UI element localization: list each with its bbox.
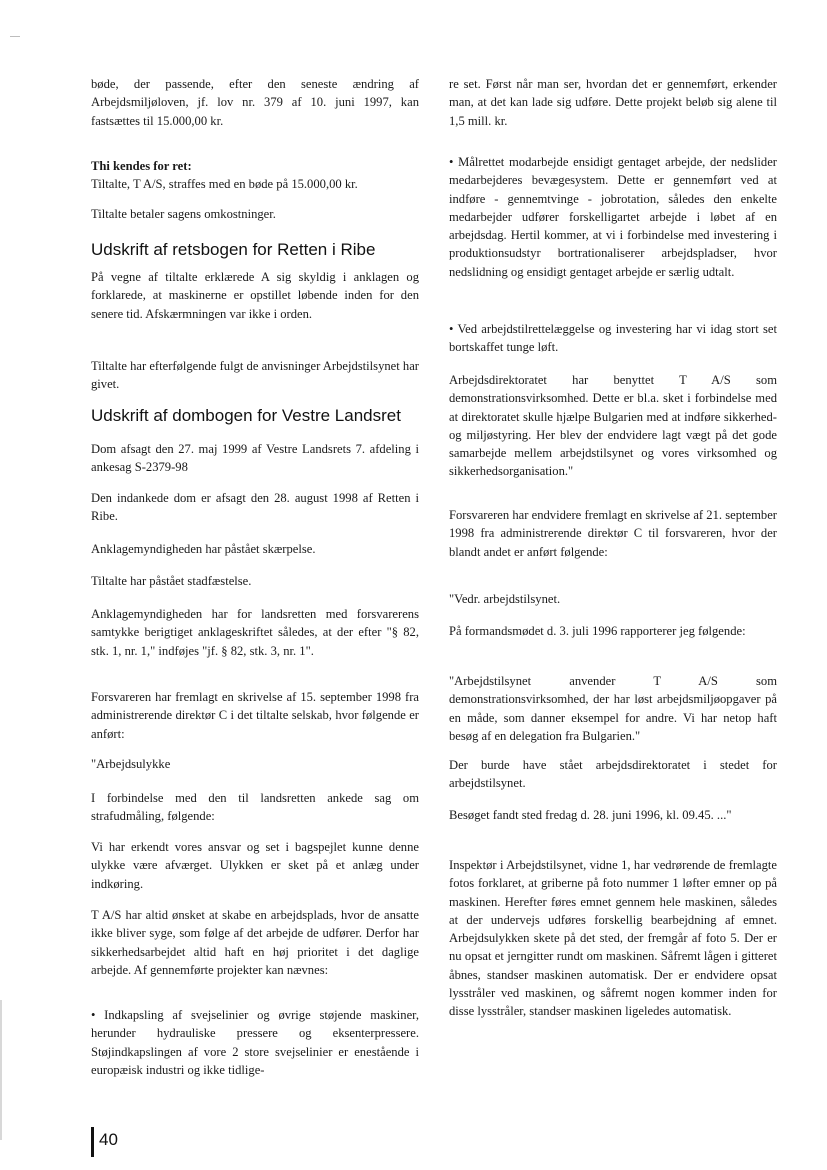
page-number: 40 [99,1130,118,1149]
paragraph: Tiltalte har påstået stadfæstelse. [91,574,252,588]
paragraph: "Vedr. arbejdstilsynet. [449,592,561,606]
section-heading: Udskrift af retsbogen for Retten i Ribe [91,240,376,259]
paragraph: Vi har erkendt vores ansvar og set i bagspejlet kunne denne ulykke være afværget. Ulykken er sket på et anlæg under indkøring. [91,840,419,891]
paragraph: I forbindelse med den til landsretten ankede sag om strafudmåling, følgende: [91,791,419,824]
paragraph: bøde, der passende, efter den seneste ændring af Arbejdsmiljøloven, jf. lov nr. 379 af 10. juni 1997, kan fastsættes til 15.000,00 kr. [91,77,419,128]
paragraph: "Arbejdstilsynet anvender T A/S som demonstrationsvirksomhed, der har løst arbejdsmiljøopgaver på en måde, som danner eksempel for andre. Vi har netop haft besøg af en delegation fra Bulgarien." [449,674,777,743]
paragraph: Anklagemyndigheden har påstået skærpelse. [91,542,316,556]
paragraph: • Målrettet modarbejde ensidigt gentaget arbejde, der nedslider medarbejderes bevægesystem. Dette er gennemført ved at indføre - gennemtvinge - jobrotation, således den enkelte medarbejder udfører forskelligartet arbejde i løbet af en arbejdsdag. Hertil kommer, at vi i forbindelse med investering i produktionsudstyr bortrationaliserer arbejdspladser, hvor nedslidning og ensidigt gentaget arbejde er særlig udtalt. [449,155,777,279]
paragraph: Inspektør i Arbejdstilsynet, vidne 1, har vedrørende de fremlagte fotos forklaret, at griberne på foto nummer 1 løfter emner op på maskinen. Herefter føres emnet gennem hele maskinen, således at der undervejs udføres forskellig bearbejdning af emnet. Arbejdsulykken skete på det sted, der fremgår af foto 5. Der er nu opsat et jerngitter rundt om maskinen. Såfremt lågen i gitteret åbnes, standser maskinen automatisk. Der er endvidere opsat lysstråler ved maskinen, og såfremt nogen kommer inden for disse lysstråler, standser maskinen ligeledes automatisk. [449,858,777,1019]
paragraph: Den indankede dom er afsagt den 28. august 1998 af Retten i Ribe. [91,491,419,524]
paragraph: Forsvareren har endvidere fremlagt en skrivelse af 21. september 1998 fra administrerende direktør C til forsvareren, hvor der blandt andet er anført følgende: [449,508,777,559]
paragraph: re set. Først når man ser, hvordan det er gennemført, erkender man, at det kan lade sig udføre. Dette projekt beløb sig alene til 1,5 mill. kr. [449,77,777,128]
scan-mark [10,36,20,37]
paragraph: T A/S har altid ønsket at skabe en arbejdsplads, hvor de ansatte ikke bliver syge, som følge af det arbejde de udfører. Derfor har sikkerhedsarbejdet altid haft en høj prioritet i det daglige arbejde. Af gennemførte projekter kan nævnes: [91,908,419,977]
paragraph: Besøget fandt sted fredag d. 28. juni 1996, kl. 09.45. ..." [449,808,732,822]
scan-edge [0,1000,2,1140]
section-heading: Udskrift af dombogen for Vestre Landsret [91,406,401,425]
verdict-text: Tiltalte, T A/S, straffes med en bøde på 15.000,00 kr. [91,177,358,192]
paragraph: Arbejdsdirektoratet har benyttet T A/S som demonstrationsvirksomhed. Dette er bl.a. sket i forbindelse med at direktoratet skulle hjælpe Bulgarien med at indføre sikkerhed- og miljøstyring. Her blev der endvidere lagt vægt på det gode samarbejde mellem arbejdstilsynet og vores virksomhed og sikkerhedsorganisation." [449,373,777,479]
paragraph: Dom afsagt den 27. maj 1999 af Vestre Landsrets 7. afdeling i ankesag S-2379-98 [91,442,419,475]
paragraph: På formandsmødet d. 3. juli 1996 rapporterer jeg følgende: [449,624,746,638]
verdict-block [91,157,419,194]
paragraph: På vegne af tiltalte erklærede A sig skyldig i anklagen og forklarede, at maskinerne er opstillet løbende inden for den senere tid. Afskærmningen var ikke i orden. [91,270,419,321]
paragraph: "Arbejdsulykke [91,757,171,771]
paragraph: Tiltalte har efterfølgende fulgt de anvisninger Arbejdstilsynet har givet. [91,359,419,392]
paragraph: Anklagemyndigheden har for landsretten med forsvarerens samtykke berigtiget anklageskriftet således, at der efter "§ 82, stk. 1, nr. 1," indføjes "jf. § 82, stk. 3, nr. 1". [91,607,419,658]
paragraph: Forsvareren har fremlagt en skrivelse af 15. september 1998 fra administrerende direktør C i det tiltalte selskab, hvor følgende er anført: [91,690,419,741]
page-number-rule [91,1127,94,1157]
paragraph: Tiltalte betaler sagens omkostninger. [91,207,276,221]
paragraph: • Ved arbejdstilrettelæggelse og investering har vi idag stort set bortskaffet tunge løft. [449,322,777,355]
verdict-heading: Thi kendes for ret: [91,159,192,173]
paragraph: • Indkapsling af svejselinier og øvrige støjende maskiner, herunder hydrauliske pressere og eksenterpressere. Støjindkapslingen af vore 2 store svejselinier er enestående i europæisk industri og ikke tidlige- [91,1008,419,1077]
paragraph: Der burde have stået arbejdsdirektoratet i stedet for arbejdstilsynet. [449,758,777,791]
